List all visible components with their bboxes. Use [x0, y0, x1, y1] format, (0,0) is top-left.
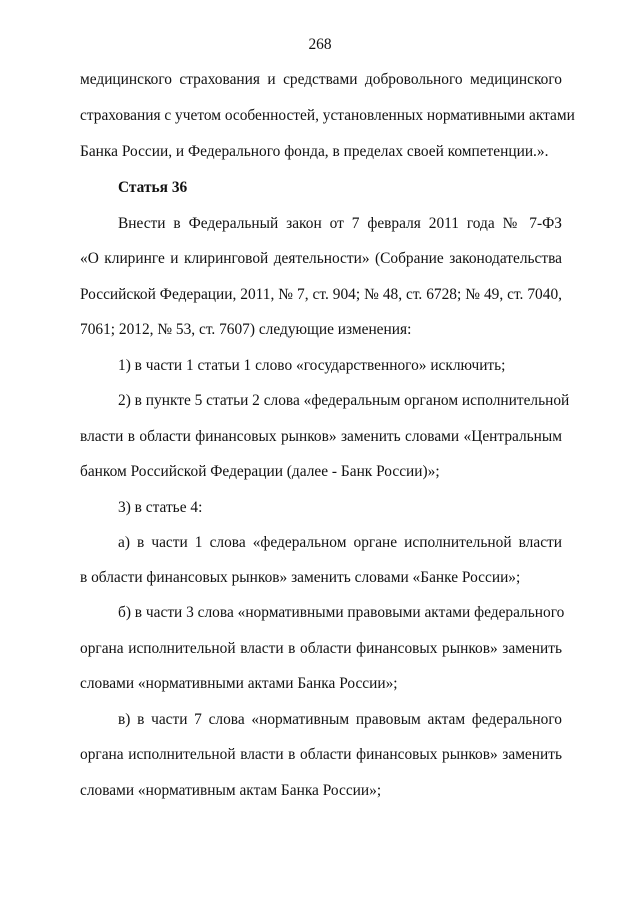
sub-list-item: в) в части 7 слова «нормативным правовым актам федерального — [118, 711, 562, 728]
list-item: 1) в части 1 статьи 1 слово «государственного» исключить; — [118, 357, 506, 374]
page-number: 268 — [308, 36, 332, 53]
text-line: словами «нормативным актам Банка России»; — [80, 782, 382, 799]
text-line: банком Российской Федерации (далее - Банк России)»; — [80, 463, 440, 480]
sub-list-item: б) в части 3 слова «нормативными правовыми актами федерального — [118, 604, 565, 621]
text-line: власти в области финансовых рынков» заменить словами «Центральным — [80, 428, 562, 445]
text-line: страхования с учетом особенностей, установленных нормативными актами — [80, 107, 575, 124]
text-line: органа исполнительной власти в области финансовых рынков» заменить — [80, 640, 562, 657]
text-line: 7061; 2012, № 53, ст. 7607) следующие изменения: — [80, 321, 412, 338]
text-line: словами «нормативными актами Банка России»; — [80, 675, 398, 692]
sub-list-item: а) в части 1 слова «федеральном органе исполнительной власти — [118, 534, 562, 551]
list-item: 2) в пункте 5 статьи 2 слова «федеральным органом исполнительной — [118, 392, 570, 409]
text-line: в области финансовых рынков» заменить словами «Банке России»; — [80, 569, 521, 586]
text-line: Банка России, и Федерального фонда, в пределах своей компетенции.». — [80, 143, 549, 160]
text-line: Внести в Федеральный закон от 7 февраля 2011 года № 7-ФЗ — [118, 215, 562, 232]
text-line: органа исполнительной власти в области финансовых рынков» заменить — [80, 746, 562, 763]
text-line: Российской Федерации, 2011, № 7, ст. 904; № 48, ст. 6728; № 49, ст. 7040, — [80, 286, 562, 303]
text-line: «О клиринге и клиринговой деятельности» (Собрание законодательства — [80, 250, 562, 267]
list-item: 3) в статье 4: — [118, 499, 203, 516]
text-line: медицинского страхования и средствами добровольного медицинского — [80, 71, 562, 88]
article-heading: Статья 36 — [118, 179, 188, 196]
